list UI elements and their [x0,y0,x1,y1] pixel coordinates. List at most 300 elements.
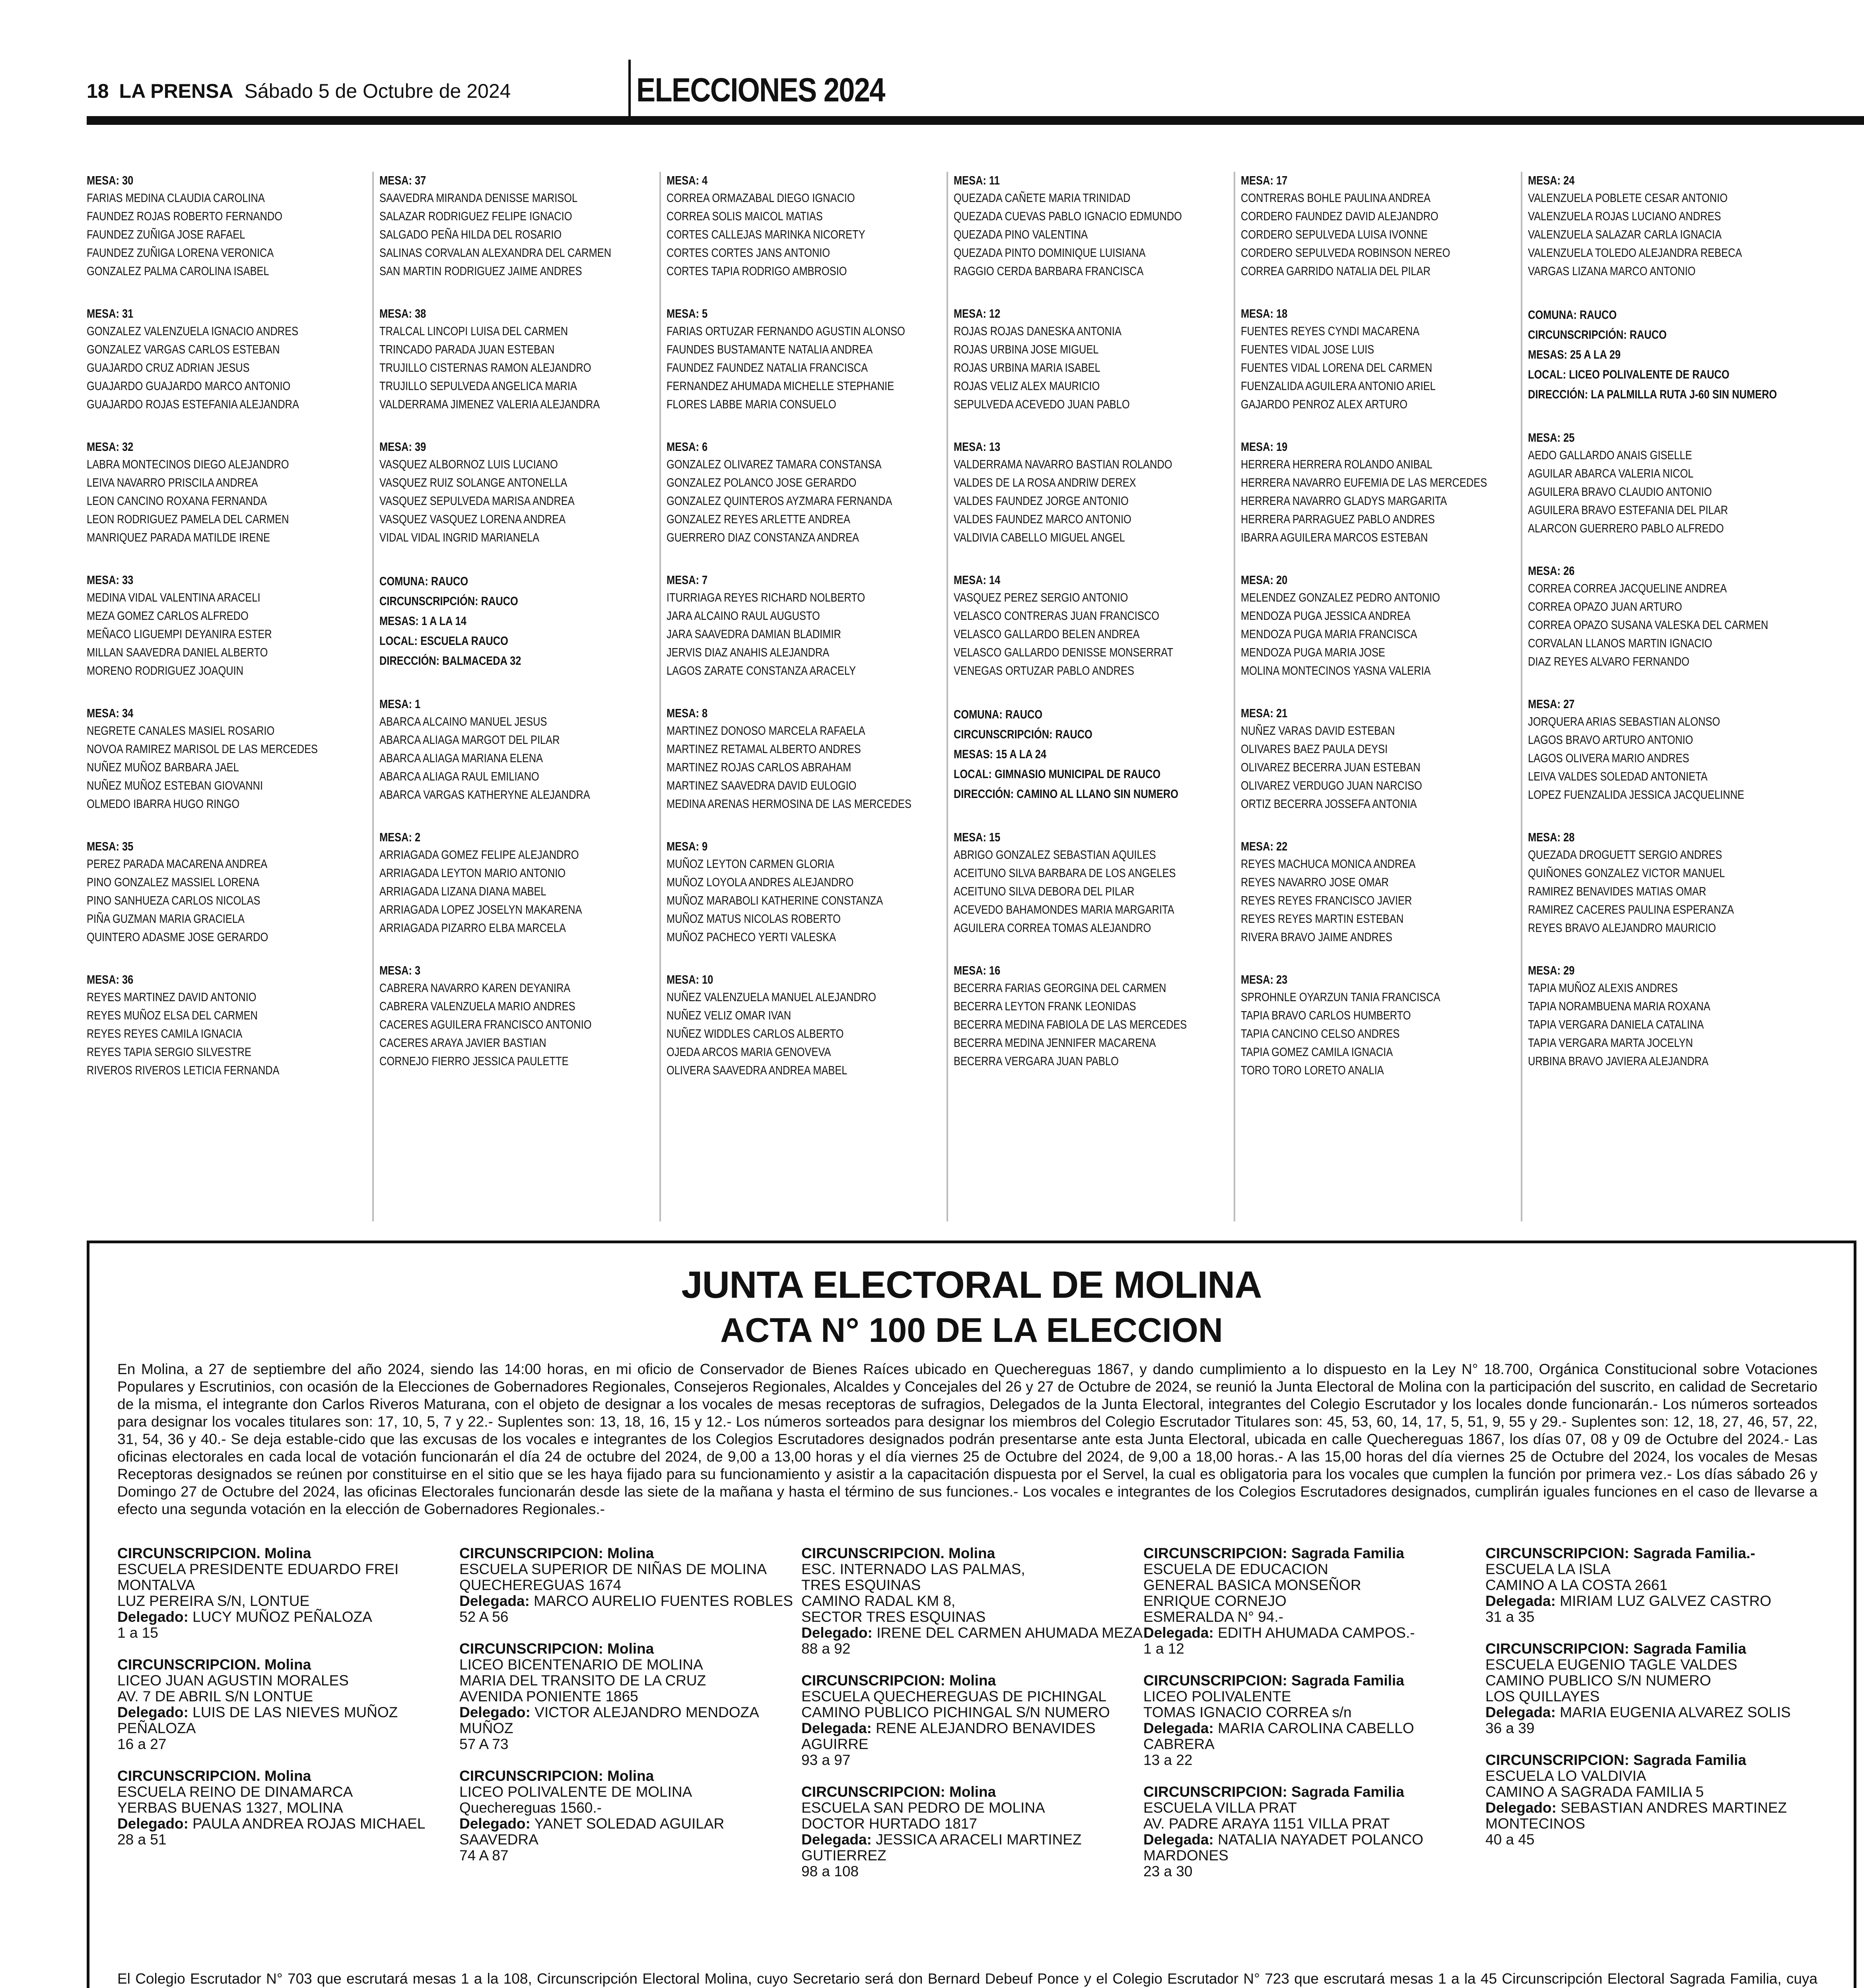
local-line: Quechereguas 1560.- [459,1800,602,1816]
mesa-column [87,172,374,1221]
voter-name: REYES REYES FRANCISCO JAVIER [1241,893,1412,907]
mesa-block [667,971,939,1079]
voter-name: CORREA CORREA JACQUELINE ANDREA [1528,581,1727,595]
mesa-block [379,305,652,414]
mesa-title: MESA: 13 [954,440,1001,454]
voter-name: AGUILERA BRAVO CLAUDIO ANTONIO [1528,485,1712,499]
voter-name: GONZALEZ VALENZUELA IGNACIO ANDRES [87,324,299,338]
delegado-label: Delegada: [801,1831,872,1848]
voter-name: FAUNDEZ ZUÑIGA LORENA VERONICA [87,246,274,260]
mesas-range: 93 a 97 [801,1752,851,1768]
voter-name: MUÑOZ PACHECO YERTI VALESKA [667,930,836,944]
voter-name: RAMIREZ CACERES PAULINA ESPERANZA [1528,903,1734,916]
voter-name: FARIAS ORTUZAR FERNANDO AGUSTIN ALONSO [667,324,905,338]
delegado-label: Delegado: [801,1625,873,1641]
local-info-line: CIRCUNSCRIPCIÓN: RAUCO [379,594,518,608]
voter-name: SAAVEDRA MIRANDA DENISSE MARISOL [379,191,578,205]
voter-name: MELENDEZ GONZALEZ PEDRO ANTONIO [1241,590,1440,604]
voter-name: NUÑEZ VARAS DAVID ESTEBAN [1241,724,1395,738]
voter-name: FARIAS MEDINA CLAUDIA CAROLINA [87,191,265,205]
voter-name: VASQUEZ PEREZ SERGIO ANTONIO [954,590,1128,604]
voter-name: CORREA SOLIS MAICOL MATIAS [667,209,823,223]
circunscripcion-column [117,1545,459,1895]
voter-name: HERRERA NAVARRO EUFEMIA DE LAS MERCEDES [1241,476,1487,489]
voter-name: TAPIA GOMEZ CAMILA IGNACIA [1241,1045,1393,1059]
circunscripcion-block [1143,1545,1485,1657]
mesa-title: MESA: 33 [87,573,134,587]
voter-name: RAMIREZ BENAVIDES MATIAS OMAR [1528,884,1707,898]
voter-name: MENDOZA PUGA JESSICA ANDREA [1241,609,1411,623]
delegado-name: SEBASTIAN ANDRES MARTINEZ MONTECINOS [1485,1800,1787,1832]
delegado-label: Delegado: [459,1815,531,1832]
circunscripcion-block [1485,1641,1827,1736]
mesa-block [954,962,1226,1070]
voter-name: CORNEJO FIERRO JESSICA PAULETTE [379,1054,569,1068]
mesa-title: MESA: 31 [87,307,134,320]
voter-name: RAGGIO CERDA BARBARA FRANCISCA [954,264,1144,278]
circunscripcion-heading: CIRCUNSCRIPCION: Sagrada Familia [1485,1640,1746,1657]
voter-name: BECERRA MEDINA FABIOLA DE LAS MERCEDES [954,1017,1187,1031]
voter-name: BECERRA MEDINA JENNIFER MACARENA [954,1036,1156,1050]
voter-name: LEON RODRIGUEZ PAMELA DEL CARMEN [87,512,289,526]
voter-name: MUÑOZ LEYTON CARMEN GLORIA [667,857,834,871]
voter-name: LEIVA VALDES SOLEDAD ANTONIETA [1528,769,1708,783]
voter-name: CORTES CORTES JANS ANTONIO [667,246,830,260]
mesa-title: MESA: 37 [379,173,426,187]
local-info-line: MESAS: 15 A LA 24 [954,747,1047,761]
local-line: ESCUELA LO VALDIVIA [1485,1768,1646,1784]
mesas-range: 36 a 39 [1485,1720,1535,1736]
voter-name: CORREA GARRIDO NATALIA DEL PILAR [1241,264,1431,278]
voter-name: MORENO RODRIGUEZ JOAQUIN [87,664,244,678]
voter-name: MUÑOZ LOYOLA ANDRES ALEJANDRO [667,875,854,889]
delegado-label: Delegada: [1143,1720,1214,1736]
voter-name: VASQUEZ VASQUEZ LORENA ANDREA [379,512,566,526]
voter-name: NUÑEZ WIDDLES CARLOS ALBERTO [667,1027,844,1041]
local-info-line: CIRCUNSCRIPCIÓN: RAUCO [1528,328,1667,342]
delegado-label: Delegada: [1143,1831,1214,1848]
voter-name: VASQUEZ ALBORNOZ LUIS LUCIANO [379,457,558,471]
delegado-name: YANET SOLEDAD AGUILAR SAAVEDRA [459,1815,725,1848]
mesa-title: MESA: 24 [1528,173,1575,187]
voter-name: OLIVERA SAAVEDRA ANDREA MABEL [667,1063,847,1077]
mesa-title: MESA: 17 [1241,173,1288,187]
voter-name: CORDERO FAUNDEZ DAVID ALEJANDRO [1241,209,1438,223]
local-info-line: LOCAL: GIMNASIO MUNICIPAL DE RAUCO [954,767,1161,781]
delegado-label: Delegado: [117,1609,189,1625]
delegado-name: JESSICA ARACELI MARTINEZ GUTIERREZ [801,1831,1082,1864]
voter-name: MANRIQUEZ PARADA MATILDE IRENE [87,530,270,544]
mesa-title: MESA: 15 [954,830,1001,844]
circunscripcion-heading: CIRCUNSCRIPCION: Molina [459,1768,654,1784]
circunscripcion-block [117,1657,459,1752]
mesa-title: MESA: 2 [379,830,421,844]
mesa-title: MESA: 16 [954,963,1001,977]
mesa-title: MESA: 22 [1241,839,1288,853]
voter-name: PINO SANHUEZA CARLOS NICOLAS [87,893,260,907]
local-line: LICEO JUAN AGUSTIN MORALES [117,1672,349,1689]
page-header [87,80,511,103]
mesa-title: MESA: 4 [667,173,708,187]
voter-name: VELASCO GALLARDO BELEN ANDREA [954,627,1140,641]
delegado-line [459,1593,801,1609]
voter-name: MOLINA MONTECINOS YASNA VALERIA [1241,664,1431,678]
delegado-name: IRENE DEL CARMEN AHUMADA MEZA [877,1625,1143,1641]
voter-name: CORDERO SEPULVEDA ROBINSON NEREO [1241,246,1450,260]
local-line: CAMINO A SAGRADA FAMILIA 5 [1485,1784,1704,1800]
header-divider [628,60,631,119]
mesa-block [1528,829,1802,937]
mesa-block [1528,962,1802,1070]
voter-name: REYES MACHUCA MONICA ANDREA [1241,857,1416,871]
voter-name: FUENTES REYES CYNDI MACARENA [1241,324,1420,338]
voter-name: JARA SAAVEDRA DAMIAN BLADIMIR [667,627,841,641]
voter-name: MILLAN SAAVEDRA DANIEL ALBERTO [87,645,268,659]
voter-name: CORDERO SEPULVEDA LUISA IVONNE [1241,227,1428,241]
mesa-block [87,971,365,1079]
mesa-block [1241,438,1514,547]
mesa-block [667,438,939,547]
voter-name: CACERES ARAYA JAVIER BASTIAN [379,1036,546,1050]
delegado-name: EDITH AHUMADA CAMPOS.- [1218,1625,1415,1641]
voter-name: PIÑA GUZMAN MARIA GRACIELA [87,912,245,926]
voter-name: ARRIAGADA GOMEZ FELIPE ALEJANDRO [379,848,579,862]
voter-name: ROJAS URBINA MARIA ISABEL [954,361,1100,375]
voter-name: TRALCAL LINCOPI LUISA DEL CARMEN [379,324,568,338]
mesas-range: 13 a 22 [1143,1752,1193,1768]
local-info-line: COMUNA: RAUCO [1528,308,1617,322]
mesa-block [87,172,365,280]
voter-name: VALENZUELA TOLEDO ALEJANDRA REBECA [1528,246,1742,260]
voter-name: OLIVARES BAEZ PAULA DEYSI [1241,742,1388,756]
mesas-range: 23 a 30 [1143,1863,1193,1879]
voter-name: FAUNDEZ ROJAS ROBERTO FERNANDO [87,209,282,223]
mesa-column [374,172,661,1221]
mesa-title: MESA: 25 [1528,431,1575,445]
voter-name: VALDERRAMA NAVARRO BASTIAN ROLANDO [954,457,1172,471]
delegado-label: Delegado: [459,1704,531,1720]
mesa-title: MESA: 8 [667,706,708,720]
delegado-line [117,1705,459,1736]
local-line: YERBAS BUENAS 1327, MOLINA [117,1800,343,1816]
delegado-label: Delegado: [117,1815,189,1832]
local-line: ESCUELA PRESIDENTE EDUARDO FREI MONTALVA [117,1561,399,1593]
local-line: CAMINO PUBLICO S/N NUMERO [1485,1672,1711,1689]
voter-name: MENDOZA PUGA MARIA FRANCISCA [1241,627,1417,641]
mesa-block [1241,172,1514,280]
voter-name: CONTRERAS BOHLE PAULINA ANDREA [1241,191,1431,205]
issue-date: Sábado 5 de Octubre de 2024 [244,80,511,102]
mesas-range: 74 A 87 [459,1847,509,1864]
mesa-block [379,829,652,937]
mesa-block [1241,571,1514,680]
mesa-title: MESA: 34 [87,706,134,720]
voter-name: IBARRA AGUILERA MARCOS ESTEBAN [1241,530,1428,544]
circunscripcion-heading: CIRCUNSCRIPCION: Sagrada Familia [1143,1545,1404,1561]
voter-name: NUÑEZ MUÑOZ BARBARA JAEL [87,760,239,774]
circunscripcion-heading: CIRCUNSCRIPCION. Molina [117,1656,311,1673]
mesa-title: MESA: 9 [667,839,708,853]
mesa-title: MESA: 6 [667,440,708,454]
voter-name: HERRERA HERRERA ROLANDO ANIBAL [1241,457,1433,471]
mesa-title: MESA: 11 [954,173,1000,187]
local-line: ESCUELA QUECHEREGUAS DE PICHINGAL [801,1688,1106,1705]
circunscripcion-heading: CIRCUNSCRIPCION: Molina [801,1672,996,1689]
voter-name: AEDO GALLARDO ANAIS GISELLE [1528,448,1692,462]
mesa-title: MESA: 19 [1241,440,1288,454]
voter-name: ROJAS VELIZ ALEX MAURICIO [954,379,1100,393]
circunscripcion-block [459,1545,801,1625]
delegado-label: Delegada: [801,1720,872,1736]
mesa-block [667,571,939,680]
circunscripcion-heading: CIRCUNSCRIPCION: Molina [459,1640,654,1657]
header-rule [87,116,1864,125]
voter-name: NEGRETE CANALES MASIEL ROSARIO [87,724,275,738]
voter-name: VELASCO CONTRERAS JUAN FRANCISCO [954,609,1159,623]
acta-subtitle: ACTA N° 100 DE LA ELECCION [720,1311,1223,1349]
local-line: ESCUELA SUPERIOR DE NIÑAS DE MOLINA [459,1561,767,1577]
voter-name: TAPIA VERGARA MARTA JOCELYN [1528,1036,1693,1050]
circunscripcion-columns [117,1545,1827,1895]
voter-name: GUERRERO DIAZ CONSTANZA ANDREA [667,530,859,544]
voter-name: MUÑOZ MARABOLI KATHERINE CONSTANZA [667,893,883,907]
local-line: GENERAL BASICA MONSEÑOR [1143,1577,1361,1593]
mesa-block [667,838,939,946]
voter-name: VALDIVIA CABELLO MIGUEL ANGEL [954,530,1125,544]
voter-name: MEDINA VIDAL VALENTINA ARACELI [87,590,260,604]
voter-name: NUÑEZ VALENZUELA MANUEL ALEJANDRO [667,990,876,1004]
voter-name: BECERRA LEYTON FRANK LEONIDAS [954,999,1136,1013]
mesa-title: MESA: 39 [379,440,426,454]
voter-name: TAPIA MUÑOZ ALEXIS ANDRES [1528,981,1678,995]
delegado-name: MARIA CAROLINA CABELLO CABRERA [1143,1720,1414,1752]
voter-name: PINO GONZALEZ MASSIEL LORENA [87,875,260,889]
mesa-block [954,571,1226,680]
voter-name: LOPEZ FUENZALIDA JESSICA JACQUELINNE [1528,788,1744,802]
voter-name: GUAJARDO GUAJARDO MARCO ANTONIO [87,379,291,393]
circunscripcion-heading: CIRCUNSCRIPCION: Sagrada Familia [1143,1672,1404,1689]
circunscripcion-block [801,1784,1143,1879]
delegado-name: LUCY MUÑOZ PEÑALOZA [192,1609,372,1625]
local-info-line: LOCAL: LICEO POLIVALENTE DE RAUCO [1528,367,1730,381]
local-line: QUECHEREGUAS 1674 [459,1577,622,1593]
mesa-title: MESA: 3 [379,963,421,977]
voter-name: LAGOS ZARATE CONSTANZA ARACELY [667,664,856,678]
mesa-block [1528,562,1802,671]
voter-name: QUEZADA PINTO DOMINIQUE LUISIANA [954,246,1146,260]
voter-name: TAPIA VERGARA DANIELA CATALINA [1528,1017,1704,1031]
mesa-title: MESA: 12 [954,307,1001,320]
mesa-title: MESA: 27 [1528,697,1575,711]
voter-name: TAPIA CANCINO CELSO ANDRES [1241,1027,1400,1041]
local-line: SECTOR TRES ESQUINAS [801,1609,986,1625]
delegado-name: RENE ALEJANDRO BENAVIDES AGUIRRE [801,1720,1096,1752]
mesas-range: 98 a 108 [801,1863,859,1879]
delegado-label: Delegada: [1485,1593,1556,1609]
voter-name: TRINCADO PARADA JUAN ESTEBAN [379,342,555,356]
voter-name: CORTES CALLEJAS MARINKA NICORETY [667,227,865,241]
delegado-name: LUIS DE LAS NIEVES MUÑOZ PEÑALOZA [117,1704,398,1736]
circunscripcion-column [459,1545,801,1895]
voter-name: GAJARDO PENROZ ALEX ARTURO [1241,397,1408,411]
local-info-line: MESAS: 25 A LA 29 [1528,348,1621,361]
mesa-column [661,172,948,1221]
voter-name: GONZALEZ OLIVAREZ TAMARA CONSTANSA [667,457,882,471]
voter-name: CORREA OPAZO SUSANA VALESKA DEL CARMEN [1528,618,1769,632]
voter-name: ARRIAGADA PIZARRO ELBA MARCELA [379,921,566,935]
voter-name: MARTINEZ SAAVEDRA DAVID EULOGIO [667,779,857,792]
voter-name: URBINA BRAVO JAVIERA ALEJANDRA [1528,1054,1709,1068]
voter-name: AGUILERA CORREA TOMAS ALEJANDRO [954,921,1151,935]
voter-name: BECERRA FARIAS GEORGINA DEL CARMEN [954,981,1166,995]
mesas-range: 40 a 45 [1485,1831,1535,1848]
voter-name: LEON CANCINO ROXANA FERNANDA [87,494,267,508]
mesas-range: 52 A 56 [459,1609,509,1625]
mesa-title: MESA: 35 [87,839,134,853]
voter-name: AGUILERA BRAVO ESTEFANIA DEL PILAR [1528,503,1728,517]
mesa-block [379,172,652,280]
voter-name: REYES REYES CAMILA IGNACIA [87,1027,243,1041]
local-info-block [1528,305,1802,404]
delegado-line [1143,1720,1485,1752]
voter-name: ACEVEDO BAHAMONDES MARIA MARGARITA [954,903,1174,916]
voter-name: ABRIGO GONZALEZ SEBASTIAN AQUILES [954,848,1156,862]
local-line: ESCUELA REINO DE DINAMARCA [117,1784,353,1800]
local-line: AV. 7 DE ABRIL S/N LONTUE [117,1688,313,1705]
voter-name: GONZALEZ POLANCO JOSE GERARDO [667,476,857,489]
voter-name: QUEZADA CUEVAS PABLO IGNACIO EDMUNDO [954,209,1182,223]
voter-name: FERNANDEZ AHUMADA MICHELLE STEPHANIE [667,379,894,393]
mesa-column [1522,172,1810,1221]
voter-name: LAGOS OLIVERA MARIO ANDRES [1528,751,1689,765]
voter-name: QUEZADA DROGUETT SERGIO ANDRES [1528,848,1722,862]
voter-name: ROJAS URBINA JOSE MIGUEL [954,342,1099,356]
mesa-block [954,305,1226,414]
voter-name: TAPIA BRAVO CARLOS HUMBERTO [1241,1008,1411,1022]
voter-name: REYES BRAVO ALEJANDRO MAURICIO [1528,921,1716,935]
mesa-column [1235,172,1522,1221]
local-info-line: DIRECCIÓN: CAMINO AL LLANO SIN NUMERO [954,787,1178,801]
circunscripcion-heading: CIRCUNSCRIPCION. Molina [117,1545,311,1561]
voter-name: CABRERA NAVARRO KAREN DEYANIRA [379,981,571,995]
voter-name: VASQUEZ RUIZ SOLANGE ANTONELLA [379,476,568,489]
circunscripcion-column [1485,1545,1827,1895]
voter-name: FAUNDEZ ZUÑIGA JOSE RAFAEL [87,227,245,241]
delegado-line [801,1625,1143,1641]
delegado-name: MARCO AURELIO FUENTES ROBLES [534,1593,793,1609]
mesa-block [87,705,365,813]
voter-name: AGUILAR ABARCA VALERIA NICOL [1528,466,1694,480]
voter-name: NUÑEZ MUÑOZ ESTEBAN GIOVANNI [87,779,263,792]
acta-box [87,1241,1856,1988]
mesa-title: MESA: 23 [1241,973,1288,986]
delegado-label: Delegada: [1485,1704,1556,1720]
mesa-block [1528,172,1802,280]
voter-name: VALDES FAUNDEZ MARCO ANTONIO [954,512,1131,526]
voter-name: ITURRIAGA REYES RICHARD NOLBERTO [667,590,865,604]
local-info-line: DIRECCIÓN: BALMACEDA 32 [379,654,521,668]
local-info-line: COMUNA: RAUCO [379,574,468,588]
mesa-title: MESA: 18 [1241,307,1288,320]
circunscripcion-block [459,1768,801,1864]
voter-name: QUEZADA CAÑETE MARIA TRINIDAD [954,191,1131,205]
voter-name: MENDOZA PUGA MARIA JOSE [1241,645,1386,659]
local-info-line: DIRECCIÓN: LA PALMILLA RUTA J-60 SIN NUMERO [1528,387,1777,401]
voter-name: FLORES LABBE MARIA CONSUELO [667,397,836,411]
local-line: ESCUELA DE EDUCACION [1143,1561,1328,1577]
mesa-block [667,172,939,280]
voter-name: ABARCA VARGAS KATHERYNE ALEJANDRA [379,788,590,802]
mesa-block [87,438,365,547]
voter-name: CORTES TAPIA RODRIGO AMBROSIO [667,264,847,278]
voter-name: JERVIS DIAZ ANAHIS ALEJANDRA [667,645,830,659]
voter-name: JORQUERA ARIAS SEBASTIAN ALONSO [1528,714,1720,728]
voter-name: GUAJARDO CRUZ ADRIAN JESUS [87,361,250,375]
voter-name: TRUJILLO CISTERNAS RAMON ALEJANDRO [379,361,591,375]
delegado-label: Delegada: [459,1593,530,1609]
delegado-line [801,1720,1143,1752]
local-info-line: COMUNA: RAUCO [954,707,1043,721]
voter-name: LAGOS BRAVO ARTURO ANTONIO [1528,733,1693,747]
local-line: ESMERALDA N° 94.- [1143,1609,1284,1625]
voter-name: VENEGAS ORTUZAR PABLO ANDRES [954,664,1134,678]
local-line: LICEO BICENTENARIO DE MOLINA [459,1656,703,1673]
mesa-title: MESA: 14 [954,573,1001,587]
circunscripcion-block [459,1641,801,1752]
mesa-block [1241,838,1514,946]
mesa-title: MESA: 30 [87,173,134,187]
mesa-block [667,305,939,414]
delegado-line [459,1705,801,1736]
local-line: TOMAS IGNACIO CORREA s/n [1143,1704,1352,1720]
voter-name: VELASCO GALLARDO DENISSE MONSERRAT [954,645,1173,659]
voter-name: SEPULVEDA ACEVEDO JUAN PABLO [954,397,1130,411]
delegado-line [117,1816,459,1832]
voter-name: RIVEROS RIVEROS LETICIA FERNANDA [87,1063,280,1077]
voter-name: FUENZALIDA AGUILERA ANTONIO ARIEL [1241,379,1436,393]
mesas-range: 16 a 27 [117,1736,167,1752]
voter-name: MEZA GOMEZ CARLOS ALFREDO [87,609,249,623]
voter-name: TRUJILLO SEPULVEDA ANGELICA MARIA [379,379,577,393]
mesas-range: 57 A 73 [459,1736,509,1752]
mesa-column [948,172,1235,1221]
voter-name: QUEZADA PINO VALENTINA [954,227,1088,241]
local-line: AVENIDA PONIENTE 1865 [459,1688,638,1705]
voter-name: OJEDA ARCOS MARIA GENOVEVA [667,1045,831,1059]
voter-name: GONZALEZ PALMA CAROLINA ISABEL [87,264,269,278]
local-line: LOS QUILLAYES [1485,1688,1600,1705]
circunscripcion-block [801,1545,1143,1657]
delegado-line [801,1832,1143,1864]
circunscripcion-block [1485,1545,1827,1625]
voter-name: MARTINEZ ROJAS CARLOS ABRAHAM [667,760,851,774]
mesa-block [1528,429,1802,538]
mesa-block [1241,705,1514,813]
circunscripcion-heading: CIRCUNSCRIPCION: Molina [459,1545,654,1561]
local-line: ESCUELA EUGENIO TAGLE VALDES [1485,1656,1738,1673]
mesa-block [379,438,652,547]
delegado-line [1485,1800,1827,1832]
circunscripcion-heading: CIRCUNSCRIPCION: Sagrada Familia [1143,1784,1404,1800]
local-line: MARIA DEL TRANSITO DE LA CRUZ [459,1672,706,1689]
voter-name: SALGADO PEÑA HILDA DEL ROSARIO [379,227,562,241]
delegado-line [1485,1593,1827,1609]
voter-name: MARTINEZ DONOSO MARCELA RAFAELA [667,724,865,738]
voter-name: PEREZ PARADA MACARENA ANDREA [87,857,268,871]
mesa-block [1528,695,1802,804]
mesas-range: 31 a 35 [1485,1609,1535,1625]
voter-name: VARGAS LIZANA MARCO ANTONIO [1528,264,1696,278]
